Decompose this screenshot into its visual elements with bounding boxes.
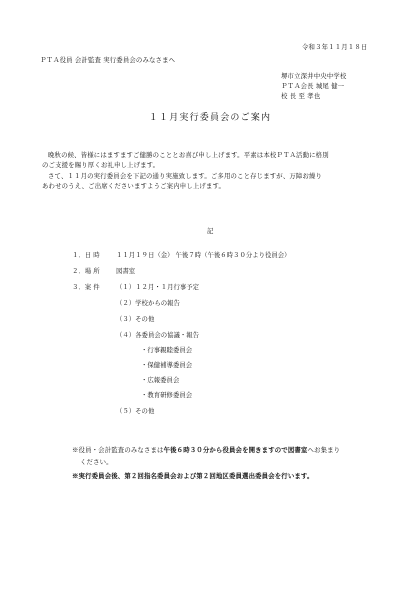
principal-name: 校 長 至 孝也 [281, 92, 321, 100]
committee-item: ・教育研修委員会 [141, 391, 193, 399]
pta-president: ＰＴＡ会長 城尾 健一 [281, 82, 345, 90]
greeting-line-2: のご支援を賜り厚くお礼申し上げます。 [42, 161, 160, 169]
ki-marker: 記 [207, 227, 214, 235]
note-officers-suffix: へお集まり [307, 446, 341, 454]
greeting-line-1: 晩秋の候、皆様にはますますご健勝のこととお喜び申し上げます。平素は本校ＰＴＡ活動に格別 [48, 151, 329, 159]
agenda-item: （４）各委員会の協議・報告 [116, 331, 200, 339]
committee-item: ・行事親睦委員会 [141, 346, 193, 354]
agenda-item: （５）その他 [116, 407, 155, 415]
note-committees: ※実行委員会後、第２回指名委員会および第２回地区委員選出委員会を行います。 [72, 472, 314, 480]
place-value: 図書室 [116, 267, 136, 275]
committee-item: ・保健補導委員会 [141, 361, 193, 369]
note-officers-prefix: ※役員・会計監査のみなさまは [72, 446, 164, 454]
agenda-item: （２）学校からの報告 [116, 299, 180, 307]
issue-date: 令和３年１１月１８日 [302, 43, 368, 51]
note-officers-emphasis: 午後６時３０分から役員会を開きますので図書室 [163, 446, 308, 454]
notice-line-2: あわせのうえ、ご出席くださいますようご案内申し上げます。 [42, 182, 226, 190]
agenda-item: （１）１２月・１月行事予定 [116, 283, 200, 291]
school-name: 堺市立深井中央中学校 [281, 72, 347, 80]
agenda-label: ３．案 件 [72, 283, 100, 291]
document-title: １１月実行委員会のご案内 [148, 113, 272, 123]
date-value: １１月１９日（金） 午後７時（午後６時３０分より役員会） [116, 251, 291, 259]
committee-item: ・広報委員会 [141, 376, 180, 384]
note-officers-line-2: ください。 [80, 458, 113, 466]
recipient-line: ＰＴＡ役員 会計監査 実行委員会のみなさまへ [40, 56, 176, 64]
notice-line-1: さて、１１月の実行委員会を下記の通り実施致します。ご多用のこと存じますが、万障お繰り [48, 172, 323, 180]
note-officers [72, 446, 340, 454]
agenda-item: （３）その他 [116, 315, 155, 323]
date-label: １．日 時 [72, 251, 100, 259]
place-label: ２．場 所 [72, 267, 100, 275]
